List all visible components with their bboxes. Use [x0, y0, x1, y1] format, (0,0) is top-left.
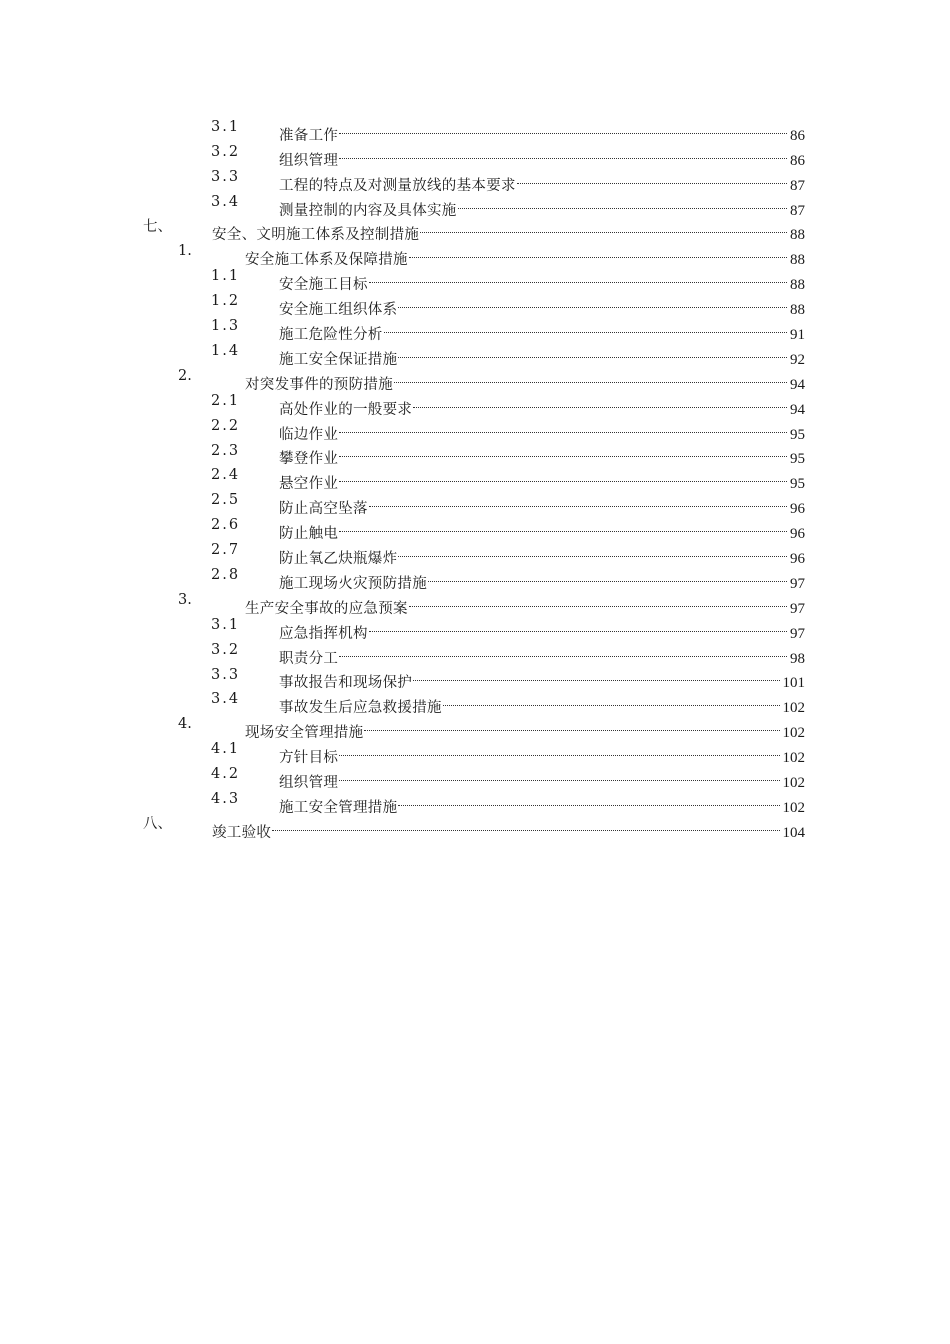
toc-entry[interactable]	[0, 787, 950, 816]
dot-leader	[339, 737, 779, 762]
toc-entry-number: 3.	[178, 591, 192, 608]
toc-entry-number: 3.1	[211, 119, 241, 135]
toc-entry-title[interactable]: 安全、文明施工体系及控制措施	[212, 227, 420, 244]
toc-entry-title[interactable]: 现场安全管理措施	[245, 725, 364, 742]
toc-entry-title[interactable]: 施工现场火灾预防措施	[279, 575, 427, 592]
toc-entry-title[interactable]: 安全施工组织体系	[279, 302, 398, 319]
toc-entry[interactable]	[0, 712, 950, 742]
dot-leader	[458, 190, 787, 215]
toc-entry-page-number: 104	[782, 824, 805, 841]
toc-entry-title[interactable]: 防止触电	[279, 526, 339, 543]
dot-leader	[369, 613, 787, 638]
toc-entry[interactable]	[0, 364, 950, 393]
table-of-contents	[0, 115, 950, 841]
dot-leader	[420, 215, 787, 240]
toc-entry-number: 七、	[143, 218, 172, 235]
dot-leader	[398, 787, 779, 812]
toc-entry-number: 2.2	[211, 417, 241, 434]
toc-entry-title[interactable]: 竣工验收	[212, 824, 272, 841]
toc-entry-title[interactable]: 职责分工	[279, 650, 339, 667]
dot-leader	[369, 264, 787, 289]
toc-entry-leader-line	[212, 812, 805, 846]
dot-leader	[394, 364, 787, 389]
toc-entry[interactable]	[0, 538, 950, 568]
toc-entry-page-number: 88	[790, 252, 805, 269]
toc-entry[interactable]	[0, 737, 950, 767]
toc-entry-page-number: 97	[790, 575, 805, 592]
toc-entry[interactable]	[0, 638, 950, 667]
toc-entry-number: 3.3	[211, 168, 241, 185]
toc-entry-page-number: 102	[782, 775, 805, 792]
toc-entry-page-number: 96	[790, 526, 805, 543]
toc-entry-number: 2.8	[211, 567, 241, 584]
toc-entry-number: 1.4	[211, 343, 241, 360]
toc-entry[interactable]	[0, 762, 950, 792]
toc-entry-number: 3.1	[211, 616, 241, 633]
dot-leader	[413, 663, 779, 688]
toc-entry-number: 八、	[143, 815, 172, 832]
toc-entry-page-number: 92	[790, 351, 805, 368]
toc-entry[interactable]	[0, 687, 950, 717]
toc-entry-title[interactable]: 施工安全管理措施	[279, 799, 398, 816]
toc-entry-title[interactable]: 施工危险性分析	[279, 327, 383, 344]
toc-entry-page-number: 86	[790, 127, 805, 144]
toc-entry-page-number: 98	[790, 650, 805, 667]
toc-entry-title[interactable]: 测量控制的内容及具体实施	[279, 202, 457, 219]
toc-entry-number: 1.2	[211, 293, 241, 310]
dot-leader	[517, 165, 787, 190]
toc-entry-page-number: 87	[790, 177, 805, 194]
toc-entry[interactable]	[0, 165, 950, 194]
toc-entry-page-number: 91	[790, 327, 805, 344]
dot-leader	[398, 339, 787, 364]
dot-leader	[272, 812, 779, 837]
toc-entry[interactable]	[0, 140, 950, 169]
toc-entry-number: 1.	[178, 243, 192, 260]
dot-leader	[369, 488, 787, 513]
toc-entry-number: 3.3	[211, 666, 241, 683]
dot-leader	[413, 389, 787, 414]
dot-leader	[409, 588, 787, 613]
toc-entry-number: 3.4	[211, 691, 241, 708]
toc-entry[interactable]	[0, 115, 950, 144]
toc-entry-page-number: 88	[790, 227, 805, 244]
toc-entry-page-number: 88	[790, 277, 805, 294]
toc-entry-number: 3.2	[211, 143, 241, 160]
toc-entry-page-number: 86	[790, 152, 805, 169]
toc-entry[interactable]	[0, 812, 950, 841]
dot-leader	[339, 414, 787, 439]
toc-entry-page-number: 87	[790, 202, 805, 219]
toc-entry-number: 3.4	[211, 193, 241, 210]
toc-entry-title[interactable]: 施工安全保证措施	[279, 351, 398, 368]
toc-entry-page-number: 95	[790, 476, 805, 493]
toc-entry[interactable]	[0, 439, 950, 468]
toc-entry-title[interactable]: 悬空作业	[279, 476, 339, 493]
dot-leader	[339, 638, 787, 663]
toc-entry[interactable]	[0, 389, 950, 418]
toc-entry-title[interactable]: 事故报告和现场保护	[279, 675, 413, 692]
dot-leader	[409, 239, 787, 264]
toc-entry-page-number: 101	[782, 675, 805, 692]
toc-entry[interactable]	[0, 314, 950, 344]
toc-entry-number: 2.6	[211, 517, 241, 534]
dot-leader	[398, 538, 787, 563]
toc-entry[interactable]	[0, 588, 950, 617]
toc-entry-title[interactable]: 对突发事件的预防措施	[245, 376, 393, 393]
toc-entry-number: 3.2	[211, 641, 241, 658]
dot-leader	[443, 687, 780, 712]
toc-entry-page-number: 102	[782, 725, 805, 742]
toc-entry-title[interactable]: 组织管理	[279, 152, 339, 169]
toc-entry-number: 4.2	[211, 766, 241, 783]
toc-entry-title[interactable]: 组织管理	[279, 775, 339, 792]
toc-entry-title[interactable]: 安全施工体系及保障措施	[245, 252, 408, 269]
dot-leader	[339, 115, 787, 140]
toc-entry-page-number: 94	[790, 376, 805, 393]
toc-entry-title[interactable]: 攀登作业	[279, 451, 339, 468]
toc-entry[interactable]	[0, 289, 950, 319]
toc-entry-number: 2.1	[211, 392, 241, 409]
toc-entry-page-number: 102	[782, 750, 805, 767]
toc-entry-page-number: 95	[790, 451, 805, 468]
toc-entry[interactable]	[0, 613, 950, 642]
toc-entry-page-number: 95	[790, 426, 805, 443]
toc-entry-page-number: 96	[790, 501, 805, 518]
toc-entry-title[interactable]: 安全施工目标	[279, 277, 368, 294]
toc-entry-title[interactable]: 高处作业的一般要求	[279, 401, 413, 418]
toc-entry-title[interactable]: 应急指挥机构	[279, 625, 368, 642]
toc-entry-page-number: 102	[782, 700, 805, 717]
toc-entry[interactable]	[0, 239, 950, 269]
dot-leader	[339, 463, 787, 488]
toc-entry-number: 4.3	[211, 791, 241, 808]
dot-leader	[384, 314, 787, 339]
dot-leader	[364, 712, 779, 737]
toc-entry-title[interactable]: 准备工作	[279, 127, 339, 144]
toc-entry-page-number: 88	[790, 302, 805, 319]
toc-entry-number: 2.5	[211, 492, 241, 509]
toc-entry[interactable]	[0, 215, 950, 244]
toc-entry-title[interactable]: 工程的特点及对测量放线的基本要求	[279, 177, 516, 194]
toc-entry-title[interactable]: 生产安全事故的应急预案	[245, 600, 408, 617]
toc-entry-title[interactable]: 方针目标	[279, 750, 339, 767]
dot-leader	[398, 289, 787, 314]
toc-entry[interactable]	[0, 339, 950, 368]
toc-entry-number: 2.4	[211, 467, 241, 484]
toc-entry-page-number: 97	[790, 600, 805, 617]
toc-entry[interactable]	[0, 563, 950, 592]
toc-entry[interactable]	[0, 663, 950, 692]
dot-leader	[339, 762, 779, 787]
toc-entry-number: 2.3	[211, 442, 241, 459]
dot-leader	[428, 563, 787, 588]
toc-entry[interactable]	[0, 488, 950, 518]
toc-entry[interactable]	[0, 513, 950, 543]
toc-entry[interactable]	[0, 264, 950, 294]
toc-entry-page-number: 94	[790, 401, 805, 418]
toc-entry-page-number: 102	[782, 799, 805, 816]
toc-entry-number: 1.1	[211, 268, 241, 285]
toc-entry-title[interactable]: 防止氧乙炔瓶爆炸	[279, 551, 398, 568]
dot-leader	[339, 439, 787, 464]
dot-leader	[339, 140, 787, 165]
toc-entry-page-number: 97	[790, 625, 805, 642]
toc-entry-title[interactable]: 临边作业	[279, 426, 339, 443]
dot-leader	[339, 513, 787, 538]
toc-entry[interactable]	[0, 190, 950, 219]
toc-entry[interactable]	[0, 414, 950, 443]
toc-entry-number: 2.7	[211, 542, 241, 559]
toc-entry-number: 4.1	[211, 741, 241, 758]
toc-entry-number: 2.	[178, 367, 192, 384]
toc-entry[interactable]	[0, 463, 950, 493]
toc-entry-title[interactable]: 防止高空坠落	[279, 501, 368, 518]
toc-entry-number: 1.3	[211, 318, 241, 335]
toc-entry-title[interactable]: 事故发生后应急救援措施	[279, 700, 442, 717]
toc-entry-number: 4.	[178, 716, 192, 733]
toc-entry-page-number: 96	[790, 551, 805, 568]
